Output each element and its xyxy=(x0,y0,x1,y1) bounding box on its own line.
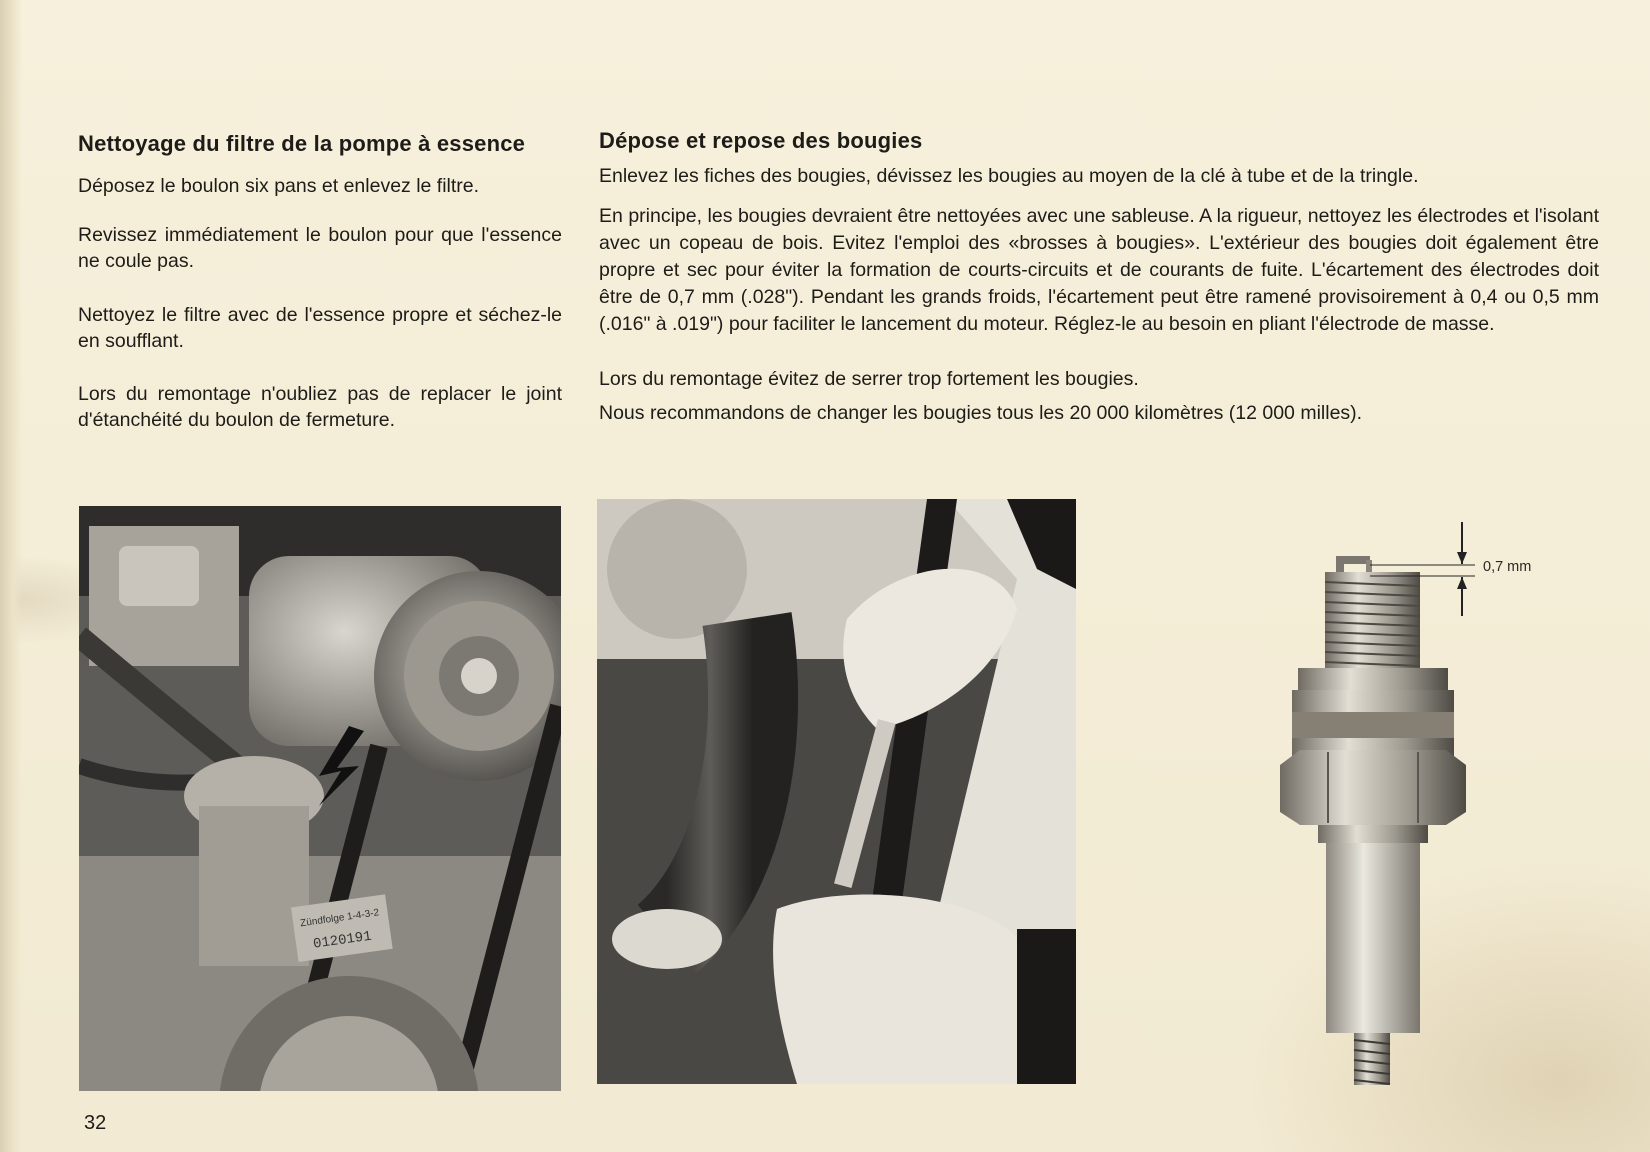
page-number: 32 xyxy=(84,1112,107,1134)
engine-stamp-number: 0120191 xyxy=(312,928,373,953)
right-paragraph-3: Lors du remontage évitez de serrer trop fortement les bougies. xyxy=(599,368,1139,390)
right-paragraph-4: Nous recommandons de changer les bougies tous les 20 000 kilomètres (12 000 milles). xyxy=(599,402,1363,424)
left-paragraph-1: Déposez le boulon six pans et enlevez le filtre. xyxy=(78,175,480,197)
right-paragraph-2: En principe, les bougies devraient être nettoyées avec une sableuse. A la rigueur, nettoyez les électrodes et l'isolant avec un copeau de bois. Evitez l'emploi des «brosses à bougies». L'extérieur des bougies doit également être propre et sec pour éviter la formation de courts-circuits et de courants de fuite. L'écartement des électrodes doit être de 0,7 mm (.028"). Pendant les grands froids, l'écartement peut être ramené provisoirement à 0,4 ou 0,5 mm (.016" à .019") pour faciliter le lancement du moteur. Réglez-le au besoin en pliant l'électrode de masse. xyxy=(599,205,1599,335)
engine-fuel-pump-photo xyxy=(79,506,561,1091)
engine-stamp-firing-order: Zündfolge 1-4-3-2 xyxy=(299,907,380,930)
spark-plug-gap-label: 0,7 mm xyxy=(1483,559,1532,575)
spark-plug-removal-photo xyxy=(597,499,1076,1084)
left-paragraph-3: Nettoyez le filtre avec de l'essence propre et séchez-le en soufflant. xyxy=(78,304,562,352)
left-paragraph-2: Revissez immédiatement le boulon pour que l'essence ne coule pas. xyxy=(78,224,562,272)
spark-plugs-heading: Dépose et repose des bougies xyxy=(599,128,923,153)
page-binding-edge xyxy=(0,0,22,1152)
right-paragraph-1: Enlevez les fiches des bougies, dévissez les bougies au moyen de la clé à tube et de la tringle. xyxy=(599,165,1419,187)
spark-plug-diagram xyxy=(1270,520,1480,1090)
left-paragraph-4: Lors du remontage n'oubliez pas de replacer le joint d'étanchéité du boulon de fermeture. xyxy=(78,383,562,431)
fuel-pump-filter-heading: Nettoyage du filtre de la pompe à essence xyxy=(78,131,526,156)
